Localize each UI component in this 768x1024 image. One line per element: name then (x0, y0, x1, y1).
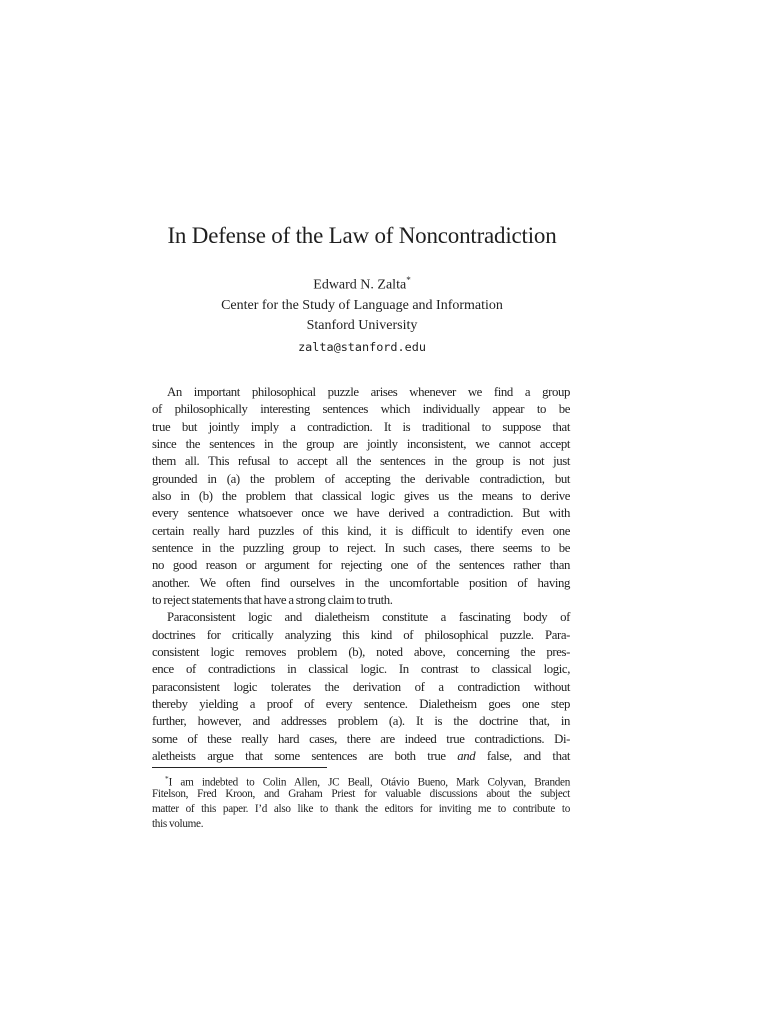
body-line: Paraconsistent logic and dialetheism constitute a fascinating body of (167, 610, 570, 625)
body-line: consistent logic removes problem (b), noted above, concerning the pres- (152, 644, 570, 659)
author-email: zalta@stanford.edu (298, 339, 426, 354)
body-line: some of these really hard cases, there are indeed true contradictions. Di- (152, 731, 570, 746)
paragraph-2 (152, 609, 570, 765)
author-block (152, 270, 572, 357)
author-affiliation: Center for the Study of Language and Information (221, 297, 503, 313)
body-line: true but jointly imply a contradiction. It is traditional to suppose that (152, 419, 570, 434)
footnote-line: *I am indebted to Colin Allen, JC Beall, Otávio Bueno, Mark Colyvan, Branden (165, 775, 570, 789)
body-line: of philosophically interesting sentences which individually appear to be (152, 402, 570, 417)
body-line: another. We often find ourselves in the uncomfortable position of having (152, 575, 570, 590)
body-line: An important philosophical puzzle arises whenever we find a group (167, 385, 570, 399)
body-line: to reject statements that have a strong claim to truth. (152, 592, 393, 607)
footnote-line: this volume. (152, 818, 204, 831)
paper-title: In Defense of the Law of Noncontradiction (167, 223, 557, 248)
body-line: doctrines for critically analyzing this kind of philosophical puzzle. Para- (152, 627, 570, 642)
body-line: them all. This refusal to accept all the sentences in the group is not just (152, 454, 570, 469)
body-line: aletheists argue that some sentences are both true and false, and that (152, 748, 570, 763)
body-line: paraconsistent logic tolerates the derivation of a contradiction without (152, 679, 570, 694)
emphasis-text: and (457, 748, 476, 763)
body-line: further, however, and addresses problem (a). It is the doctrine that, in (152, 714, 570, 729)
footnote-marker: * (165, 775, 169, 783)
body-line: thereby yielding a proof of every sentence. Dialetheism goes one step (152, 696, 570, 711)
body-line: certain really hard puzzles of this kind, it is difficult to identify even one (152, 523, 570, 538)
paragraph-1 (152, 384, 570, 609)
footnote (152, 772, 570, 832)
body-line: also in (b) the problem that classical logic gives us the means to derive (152, 488, 570, 503)
footnote-line: matter of this paper. I’d also like to thank the editors for inviting me to contribute to (152, 803, 570, 816)
footnote-rule (152, 767, 327, 768)
author-footnote-marker: * (406, 275, 411, 285)
body-line: no good reason or argument for rejecting one of the sentences rather than (152, 558, 570, 573)
author-university: Stanford University (306, 318, 418, 334)
body-line: grounded in (a) the problem of accepting the derivable contradiction, but (152, 471, 570, 486)
body-text (152, 384, 570, 765)
body-line: ence of contradictions in classical logic. In contrast to classical logic, (152, 662, 570, 677)
author-name: Edward N. Zalta* (313, 275, 411, 293)
body-line: since the sentences in the group are jointly inconsistent, we cannot accept (152, 436, 570, 451)
body-line: sentence in the puzzling group to reject. In such cases, there seems to be (152, 540, 570, 555)
footnote-line: Fitelson, Fred Kroon, and Graham Priest for valuable discussions about the subject (152, 788, 570, 801)
body-line: every sentence whatsoever once we have derived a contradiction. But with (152, 506, 570, 521)
